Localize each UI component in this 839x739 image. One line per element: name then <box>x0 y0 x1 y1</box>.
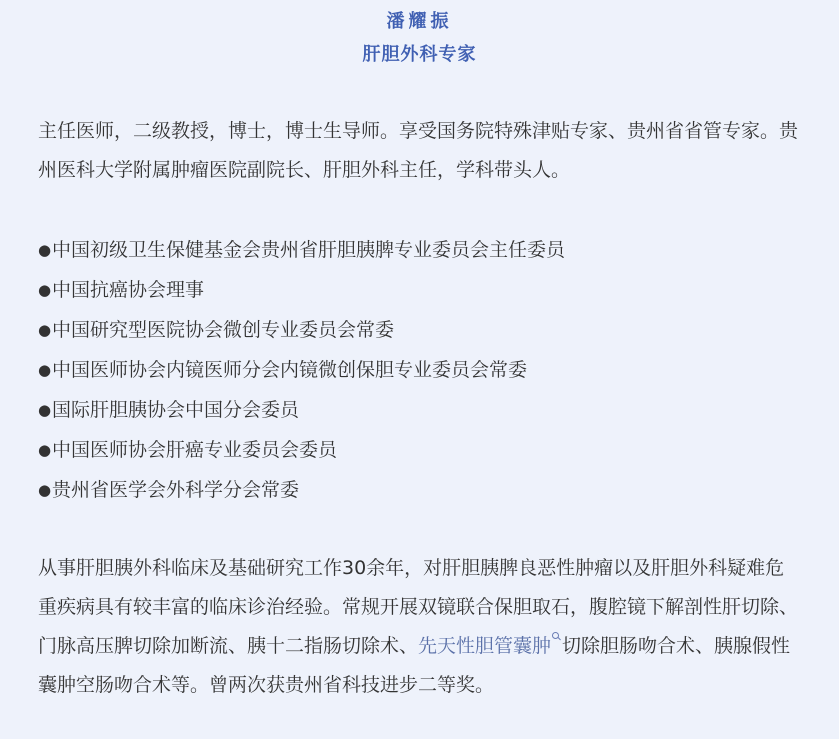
list-item <box>38 390 801 430</box>
list-item <box>38 230 801 270</box>
expert-title: 肝胆外科专家 <box>362 44 477 65</box>
position-label: 中国医师协会肝癌专业委员会委员 <box>52 439 338 461</box>
bullet-icon: ● <box>38 281 52 299</box>
bullet-icon: ● <box>38 401 52 419</box>
intro-paragraph: 主任医师，二级教授，博士，博士生导师。享受国务院特殊津贴专家、贵州省省管专家。贵州医科大学附属肿瘤医院副院长、肝胆外科主任，学科带头人。 <box>38 120 799 181</box>
bullet-icon: ● <box>38 241 52 259</box>
experience-text-end: 切除胆肠吻合术、胰腺假性囊肿空肠吻合术等。曾两次获贵州省科技进步二等奖。 <box>38 635 791 696</box>
bullet-icon: ● <box>38 321 52 339</box>
position-label: 中国研究型医院协会微创专业委员会常委 <box>52 319 395 341</box>
search-icon[interactable] <box>551 627 560 639</box>
list-item <box>38 470 801 510</box>
position-label: 中国初级卫生保健基金会贵州省肝胆胰脾专业委员会主任委员 <box>52 239 566 261</box>
position-label: 中国抗癌协会理事 <box>52 279 205 301</box>
search-term-link[interactable]: 先天性胆管囊肿 <box>418 635 552 657</box>
position-label: 国际肝胆胰协会中国分会委员 <box>52 399 300 421</box>
list-item <box>38 430 801 470</box>
positions-list <box>38 230 801 510</box>
position-label: 贵州省医学会外科学分会常委 <box>52 479 300 501</box>
bullet-icon: ● <box>38 481 52 499</box>
list-item <box>38 270 801 310</box>
list-item <box>38 310 801 350</box>
position-label: 中国医师协会内镜医师分会内镜微创保胆专业委员会常委 <box>52 359 528 381</box>
expert-name: 潘耀振 <box>386 11 453 32</box>
experience-text-start: 从事肝胆胰外科临床及基础研究工作30余年，对肝胆胰脾良恶性肿瘤以及肝胆外科疑难危重疾病具有较丰富的临床诊治经验。常规开展双镜联合保胆取石，腹腔镜下解剖性肝切除、门脉高压脾切除加断流、胰十二指肠切除术、 <box>38 557 799 657</box>
bullet-icon: ● <box>38 441 52 459</box>
list-item <box>38 350 801 390</box>
bullet-icon: ● <box>38 361 52 379</box>
experience-paragraph <box>38 549 801 705</box>
